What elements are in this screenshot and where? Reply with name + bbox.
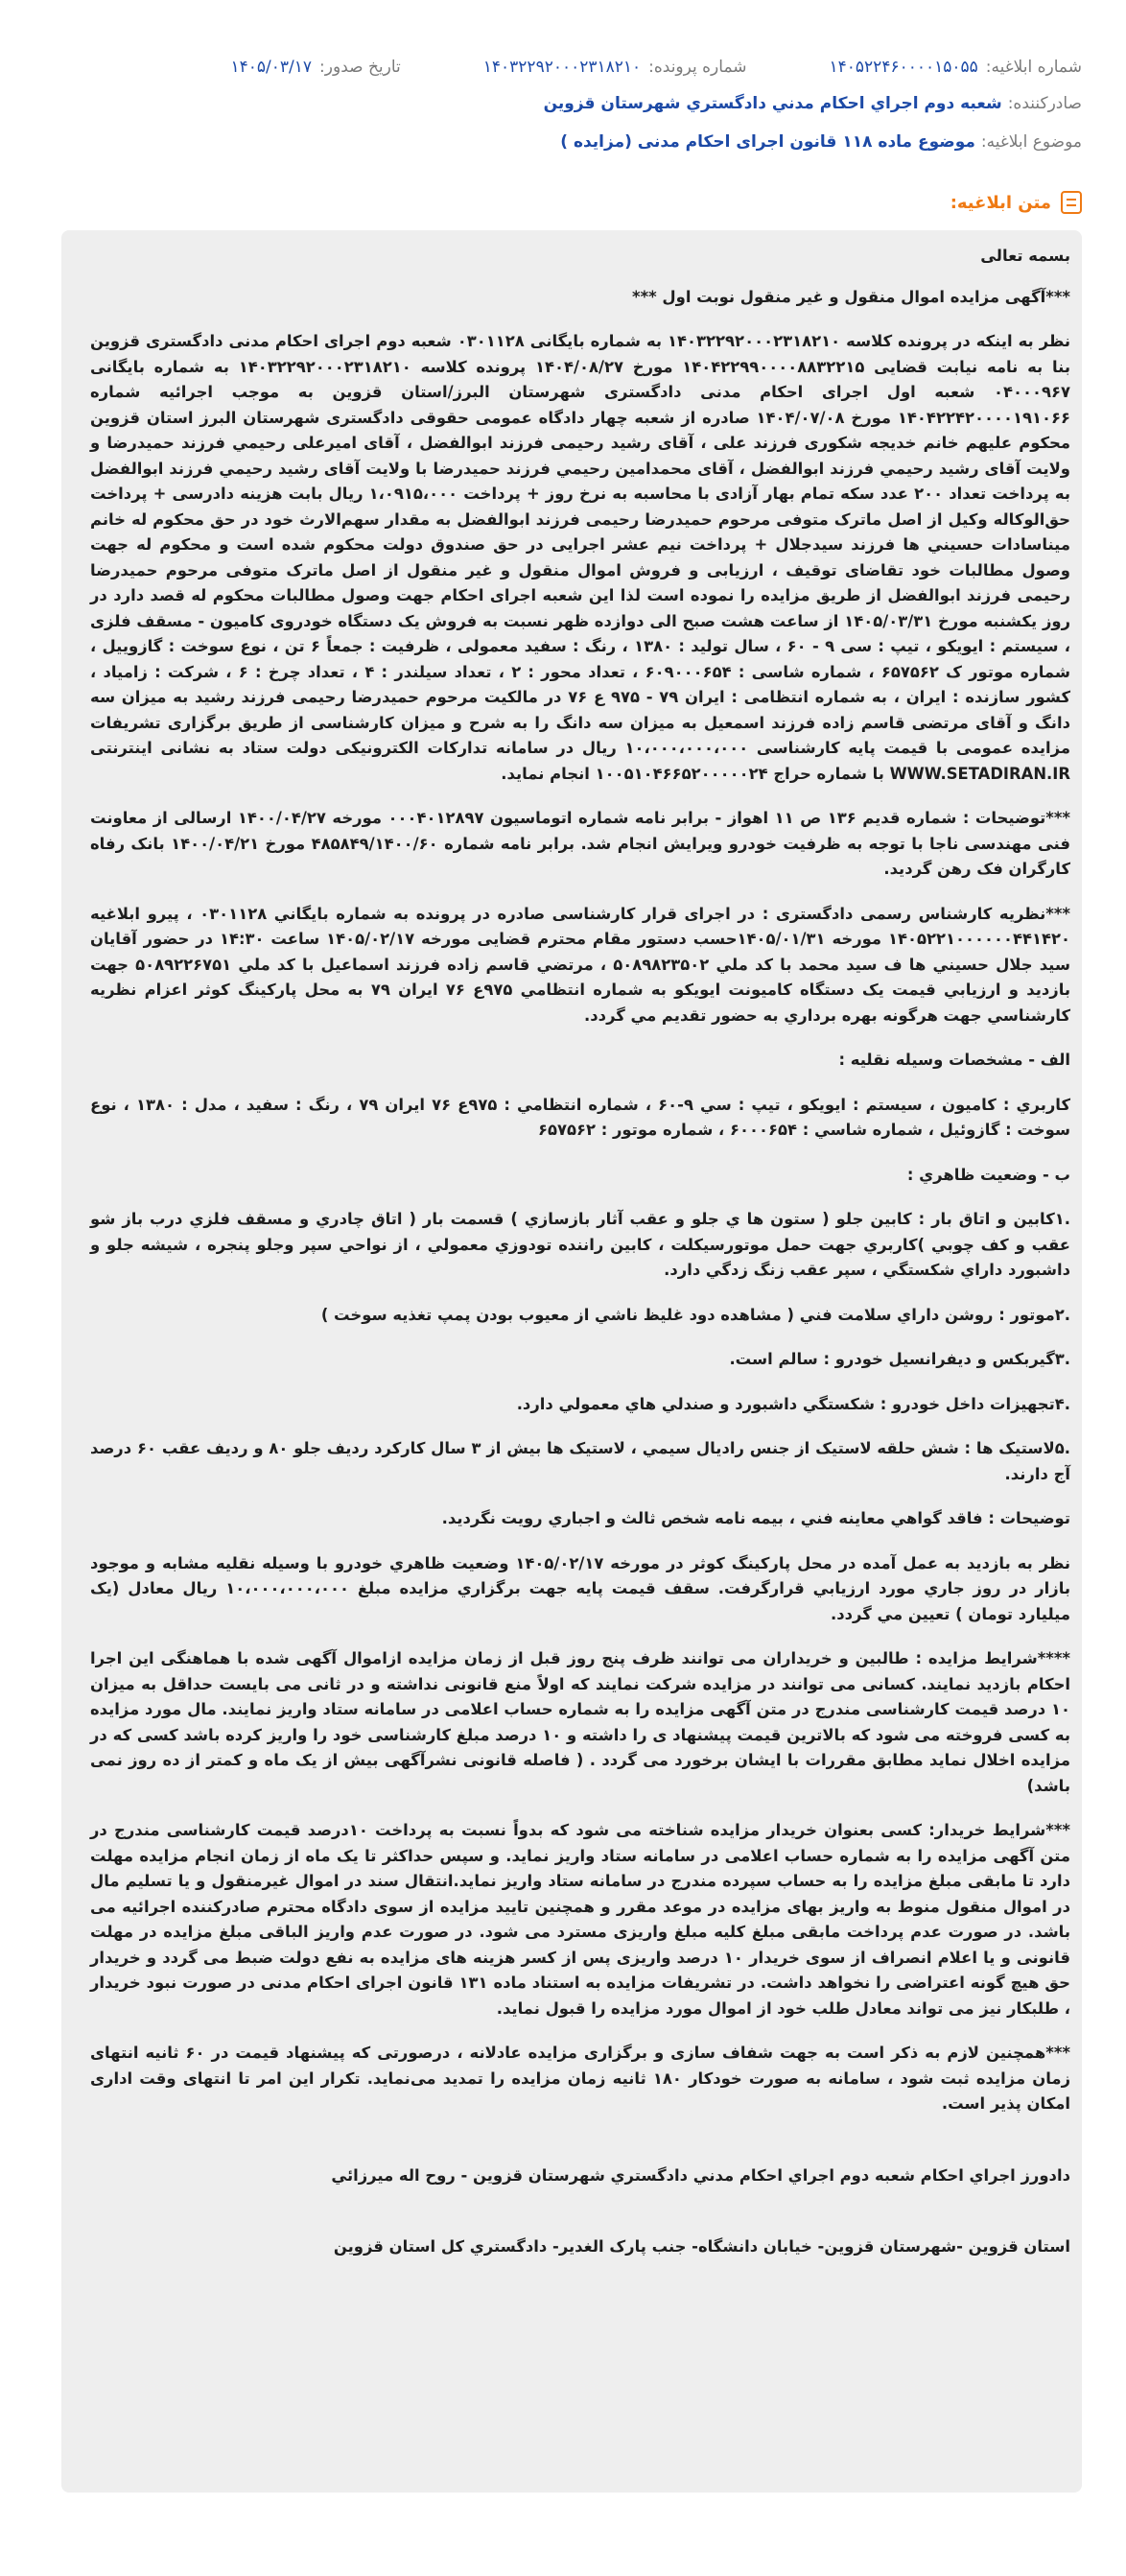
body-signature: دادورز اجراي احکام شعبه دوم اجراي احکام مدني دادگستري شهرستان قزوین - روح اله میرزائي bbox=[331, 2165, 1070, 2185]
case-number-value: ۱۴۰۳۲۲۹۲۰۰۰۲۳۱۸۲۱۰ bbox=[482, 58, 642, 77]
document-icon bbox=[1061, 191, 1082, 214]
notice-body bbox=[61, 230, 1082, 2493]
body-vehicle-spec: کاربري : کامیون ، سیستم : ایویکو ، تیپ : سي ۹-۶۰ ، شماره انتظامي : ۹۷۵ع ۷۶ ایران ۷۹ ، رنگ : سفید ، مدل : ۱۳۸۰ ، نوع سوخت : گازوئیل ، شماره شاسي : ۶۰۰۰۶۵۴ ، شماره موتور : ۶۵۷۵۶۲ bbox=[90, 1095, 1070, 1139]
notice-text-heading bbox=[61, 188, 1082, 217]
notice-text-title: متن ابلاغیه: bbox=[950, 192, 1051, 213]
issue-date-label: تاریخ صدور: bbox=[319, 58, 401, 77]
subject-line bbox=[61, 123, 1082, 161]
body-appearance-4: .۴تجهیزات داخل خودرو : شکستگي داشبورد و صندلي هاي معمولي دارد. bbox=[516, 1394, 1070, 1413]
body-appearance-heading: ب - وضعیت ظاهري : bbox=[906, 1165, 1070, 1184]
body-address: استان قزوین -شهرستان قزوین- خیابان دانشگاه- جنب پارک الغدیر- دادگستري کل استان قزوین bbox=[333, 2237, 1070, 2256]
issuer-label: صادرکننده: bbox=[1007, 94, 1082, 113]
body-vehicle-spec-heading: الف - مشخصات وسیله نقلیه : bbox=[838, 1051, 1070, 1069]
issue-date bbox=[231, 58, 401, 77]
body-notes: توضیحات : فاقد گواهي معاینه فني ، بیمه نامه شخص ثالث و اجباري رویت نگردید. bbox=[441, 1509, 1070, 1527]
body-bismillah: بسمه تعالی bbox=[980, 247, 1070, 265]
body-valuation: نظر به بازدید به عمل آمده در محل پارکینگ کوثر در مورخه ۱۴۰۵/۰۲/۱۷ وضعیت ظاهري خودرو با وسیله نقلیه مشابه و موجود بازار در روز جاري مورد ارزیابي قرارگرفت. سقف قیمت پایه جهت برگزاري مزایده مبلغ ۱۰،۰۰۰،۰۰۰،۰۰۰ ریال معادل (یک میلیارد تومان ) تعیین مي گردد. bbox=[90, 1553, 1071, 1623]
issuer-line bbox=[61, 84, 1082, 123]
case-number bbox=[483, 58, 747, 77]
body-appearance-3: .۳گیربکس و دیفرانسیل خودرو : سالم است. bbox=[729, 1350, 1070, 1368]
body-auction-conditions: ****شرایط مزایده : طالبین و خریداران می توانند ظرف پنج روز قبل از زمان مزایده ازاموال آگهی شده با هماهنگی این اجرا احکام بازدید نمایند. کسانی می توانند در مزایده شرکت نمایند که اولاً منع قانونی نداشته و در ثانی می بایست حداقل به میزان ۱۰ درصد قیمت کارشناسی مندرج در متن آگهی مزایده را به شماره حساب اعلامی در سامانه ستاد واریز نمایند. مال مورد مزایده به کسی فروخته می شود که بالاترین قیمت پیشنهاد ی را داشته و ۱۰ درصد مبلغ کارشناسی خود را واریز کرده باشد کسی که در مزایده اخلال نماید مطابق مقررات با ایشان برخورد می گردد . ( فاصله قانونی نشرآگهی بیش از یک ماه و کمتر از ده روز نمی باشد) bbox=[90, 1649, 1070, 1795]
case-number-label: شماره پرونده: bbox=[648, 58, 747, 77]
body-extension-note: ***همچنین لازم به ذکر است به جهت شفاف سازی و برگزاری مزایده عادلانه ، درصورتی که پیشنهاد قیمت در ۶۰ ثانیه انتهای زمان مزایده ثبت شود ، سامانه به صورت خودکار ۱۸۰ ثانیه زمان مزایده را تمدید می‌نماید. تکرار این امر تا انتهای وقت اداری امکان پذیر است. bbox=[90, 2044, 1071, 2113]
body-appearance-1: .۱کابین و اتاق بار : کابین جلو ( ستون ها ي جلو و عقب آثار بازسازي ) قسمت بار ( اتاق چادري و مسقف فلزي درب باز شو عقب و کف چوبي )کاربري جهت حمل موتورسیکلت ، کابین راننده تودوزي معمولي ، از نواحي سپر وجلو پنجره ، شیشه جلو و داشبورد داراي شکستگي ، سپر عقب زنگ زدگي دارد. bbox=[90, 1210, 1070, 1279]
issuer-value: شعبه دوم اجراي احکام مدني دادگستري شهرستان قزوين bbox=[543, 94, 1002, 113]
body-appearance-2: .۲موتور : روشن داراي سلامت فني ( مشاهده دود غلیظ ناشي از معیوب بودن پمپ تغذیه سوخت ) bbox=[320, 1305, 1070, 1324]
body-buyer-conditions: ***شرایط خریدار: کسی بعنوان خریدار مزایده شناخته می شود که بدواً نسبت به پرداخت ۱۰درصد قیمت کارشناسی مندرج در متن آگهی مزایده را به شماره حساب اعلامی در سامانه ستاد واریز نماید. و سپس حداکثر تا یک ماه از زمان انجام مزایده مهلت دارد تا مابقی مبلغ مزایده را به حساب سپرده مندرج در سامانه ستاد واریز نماید.انتقال سند در اموال غیرمنقول و یا تسلیم مال در اموال منقول منوط به واریز بهای مزایده در موعد مقرر و همچنین تایید مزایده از سوی دادگاه محترم صادرکننده اجرائیه می باشد. در صورت عدم پرداخت مابقی مبلغ کلیه مبلغ واریزی مسترد می شود. در صورت عدم واریز الباقی مبلغ مزایده در مهلت قانونی و یا اعلام انصراف از سوی خریدار ۱۰ درصد واریزی پس از کسر هزینه های مزایده به نفع دولت ضبط می گردد و خریدار حق هیچ گونه اعتراضی را نخواهد داشت. در تشریفات مزایده به استناد ماده ۱۳۱ قانون اجرای احکام مدنی در صورت نبود خریدار ، طلبکار نیز می تواند معادل طلب خود از اموال مورد مزایده را قبول نماید. bbox=[90, 1821, 1071, 2018]
subject-label: موضوع ابلاغیه: bbox=[980, 132, 1082, 152]
notice-number bbox=[830, 58, 1082, 77]
notice-number-label: شماره ابلاغیه: bbox=[985, 58, 1082, 77]
body-explanations: ***توضیحات : شماره قدیم ۱۳۶ ص ۱۱ اهواز - برابر نامه شماره اتوماسیون ۰۰۰۴۰۱۲۸۹۷ مورخه ۱۴۰۰/۰۴/۲۷ ارسالی از معاونت فنی مهندسی ناجا با توجه به ظرفیت خودرو ویرایش انجام شد. برابر نامه شماره ۴۸۵۸۴۹/۱۴۰۰/۶۰ مورخ ۱۴۰۰/۰۴/۲۱ بانک رفاه کارگران فک رهن گردید. bbox=[90, 809, 1070, 878]
body-main-paragraph: نظر به اینکه در پرونده کلاسه ۱۴۰۳۲۲۹۲۰۰۰۲۳۱۸۲۱۰ به شماره بایگانی ۰۳۰۱۱۲۸ شعبه دوم اجرای احکام مدنی دادگستری قزوین بنا به نامه نیابت قضایی ۱۴۰۴۲۲۹۹۰۰۰۰۸۸۳۲۲۱۵ مورخ ۱۴۰۴/۰۸/۲۷ پرونده کلاسه ۱۴۰۳۲۲۹۲۰۰۰۲۳۱۸۲۱۰ به شماره بایگانی ۰۴۰۰۰۹۶۷ شعبه اول اجرای احکام مدنی دادگستری شهرستان البرز/استان قزوین به موجب اجرائیه شماره ۱۴۰۴۲۲۴۲۰۰۰۰۱۹۱۰۶۶ مورخ ۱۴۰۴/۰۷/۰۸ صادره از شعبه چهار دادگاه عمومی حقوقی دادگستری شهرستان البرز استان قزوین محکوم علیهم خانم خدیجه شکوری فرزند علی ، آقای رشید رحیمی فرزند ابوالفضل ، آقای امیرعلی رحیمي فرزند حمیدرضا و ولایت آقای رشید رحیمي فرزند ابوالفضل ، آقای محمدامین رحیمي فرزند حمیدرضا با ولایت آقای رشید رحیمي فرزند ابوالفضل به پرداخت تعداد ۲۰۰ عدد سکه تمام بهار آزادی با محاسبه به نرخ روز + پرداخت ۱،۰۹۱۵،۰۰۰ ریال بابت هزینه دادرسی + پرداخت حق‌الوکاله وکیل از اصل ماترک متوفی مرحوم حمیدرضا رحیمی فرزند ابوالفضل به مقدار سهم‌الارث خود در حق محکوم له خانم میناسادات حسيني ها فرزند سیدجلال + پرداخت نیم عشر اجرایی در حق صندوق دولت محکوم شده است و محکوم له جهت وصول مطالبات خود تقاضای توقیف ، ارزیابی و فروش اموال منقول و غیر منقول از اصل ماترک متوفی مرحوم حمیدرضا رحیمی فرزند ابوالفضل از طریق مزایده را نموده است لذا این شعبه اجرای احکام جهت وصول مطالبات محکوم له قصد دارد در روز یکشنبه مورخ ۱۴۰۵/۰۳/۳۱ از ساعت هشت صبح الی دوازده ظهر نسبت به فروش یک دستگاه خودروی کامیون - مسقف فلزی ، سیستم : ایویکو ، تیپ : سی ۹ - ۶۰ ، سال تولید : ۱۳۸۰ ، رنگ : سفید معمولی ، ظرفیت : جمعاً ۶ تن ، نوع سوخت : گازوییل ، شماره موتور ک ۶۵۷۵۶۲ ، شماره شاسی : ۶۰۹۰۰۰۶۵۴ ، تعداد محور : ۲ ، تعداد سیلندر : ۴ ، تعداد چرخ : ۶ ، شرکت : زامیاد ، کشور سازنده : ایران ، به شماره انتظامی : ایران ۷۹ - ۹۷۵ ع ۷۶ در مالکیت مرحوم حمیدرضا رحیمی فرزند رشید به میزان سه دانگ و آقای مرتضی قاسم زاده فرزند اسمعیل به میزان سه دانگ را به شرح و میزان کارشناسی از طریق برگزاری تشریفات مزایده عمومی با قیمت پایه کارشناسی ۱۰،۰۰۰،۰۰۰،۰۰۰ ریال در سامانه تدارکات الکترونیکی دولت ستاد به نشانی اینترنتی WWW.SETADIRAN.IR با شماره حراج ۱۰۰۵۱۰۴۶۶۵۲۰۰۰۰۰۲۴ انجام نماید. bbox=[90, 332, 1071, 783]
issue-date-value: ۱۴۰۵/۰۳/۱۷ bbox=[230, 58, 313, 77]
subject-value: موضوع ماده ۱۱۸ قانون اجرای احکام مدنی (مزایده ) bbox=[560, 132, 975, 152]
meta-row bbox=[61, 50, 1082, 84]
body-appearance-5: .۵لاستیک ها : شش حلقه لاستیک از جنس رادیال سیمي ، لاستیک ها بیش از ۳ سال کارکرد ردیف جلو ۸۰ و ردیف عقب ۶۰ درصد آج دارند. bbox=[90, 1439, 1071, 1483]
notice-number-value: ۱۴۰۵۲۲۴۶۰۰۰۰۱۵۰۵۵ bbox=[829, 58, 978, 77]
body-auction-title: ***آگهی مزایده اموال منقول و غیر منقول نوبت اول *** bbox=[632, 287, 1070, 306]
body-expert-opinion: ***نظریه کارشناس رسمی دادگستری : در اجرای قرار کارشناسی صادره در پرونده به شماره بایگاني ۰۳۰۱۱۲۸ ، پیرو ابلاغیه ۱۴۰۵۲۲۱۰۰۰۰۰۰۴۴۱۴۲۰ مورخه ۱۴۰۵/۰۱/۳۱حسب دستور مقام محترم قضایی مورخه ۱۴۰۵/۰۲/۱۷ ساعت ۱۴:۳۰ در حضور آقایان سید جلال حسيني ها ف سید محمد با کد ملي ۵۰۸۹۸۲۳۵۰۲ ، مرتضي قاسم زاده فرزند اسماعیل با کد ملي ۵۰۸۹۲۲۶۷۵۱ جهت بازدید و ارزیابي قیمت یک دستگاه کامیونت ایویکو به شماره انتظامي ۹۷۵ع ۷۶ ایران ۷۹ به محل پارکینگ کوثر اعزام نظریه کارشناسي جهت هرگونه بهره برداري به حضور تقدیم مي گردد. bbox=[90, 904, 1071, 1025]
